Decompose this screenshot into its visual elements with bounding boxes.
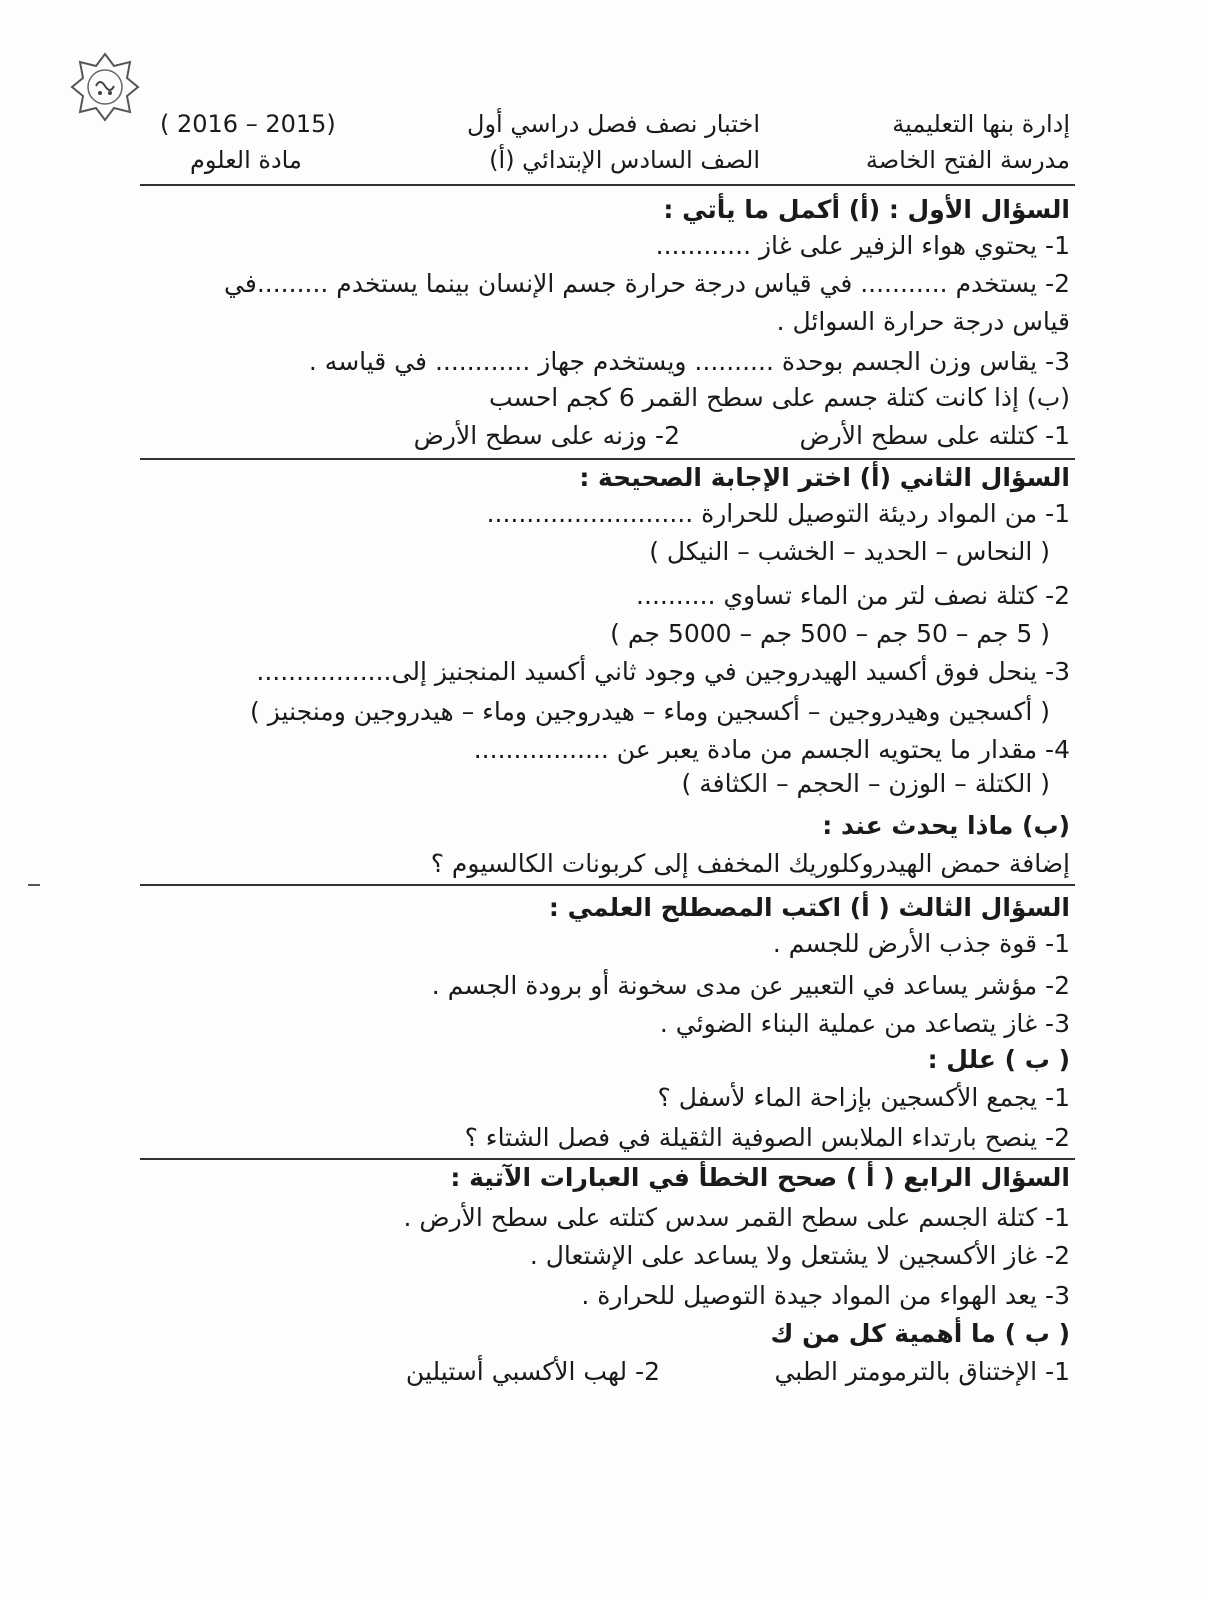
q1-item: 3- يقاس وزن الجسم بوحدة .......... ويستخدم جهاز ............ في قياسه . bbox=[308, 347, 1070, 376]
q4-b-item-2: 2- لهب الأكسبي أستيلين bbox=[405, 1357, 660, 1386]
header-row-1 bbox=[160, 106, 1070, 142]
q4-b-items bbox=[170, 1354, 1070, 1390]
q4-item: 2- غاز الأكسجين لا يشتعل ولا يساعد على الإشتعال . bbox=[529, 1241, 1070, 1270]
q2-options: ( الكتلة – الوزن – الحجم – الكثافة ) bbox=[681, 769, 1050, 798]
exam-title: اختبار نصف فصل دراسي أول bbox=[467, 110, 760, 138]
divider bbox=[140, 184, 1075, 186]
subject-name: مادة العلوم bbox=[190, 146, 302, 174]
q2-options: ( النحاس – الحديد – الخشب – النيكل ) bbox=[649, 537, 1050, 566]
q2-title: السؤال الثاني (أ) اختر الإجابة الصحيحة : bbox=[579, 463, 1070, 492]
q3-title: السؤال الثالث ( أ) اكتب المصطلح العلمي : bbox=[548, 893, 1070, 922]
q2-b-item: إضافة حمض الهيدروكلوريك المخفف إلى كربونات الكالسيوم ؟ bbox=[430, 849, 1070, 878]
administration-name: إدارة بنها التعليمية bbox=[892, 110, 1070, 138]
q4-item: 1- كتلة الجسم على سطح القمر سدس كتلته على سطح الأرض . bbox=[403, 1203, 1070, 1232]
q1-title: السؤال الأول : (أ) أكمل ما يأتي : bbox=[663, 195, 1070, 224]
grade-name: الصف السادس الإبتدائي (أ) bbox=[489, 146, 760, 174]
q3-b-item: 2- ينصح بارتداء الملابس الصوفية الثقيلة في فصل الشتاء ؟ bbox=[464, 1123, 1070, 1152]
divider bbox=[140, 884, 1075, 886]
q2-item: 4- مقدار ما يحتويه الجسم من مادة يعبر عن ................. bbox=[473, 735, 1070, 764]
school-logo bbox=[70, 52, 140, 122]
q3-item: 2- مؤشر يساعد في التعبير عن مدى سخونة أو برودة الجسم . bbox=[431, 971, 1070, 1000]
school-name: مدرسة الفتح الخاصة bbox=[865, 146, 1070, 174]
q2-options: ( أكسجين وهيدروجين – أكسجين وماء – هيدروجين وماء – هيدروجين ومنجنيز ) bbox=[250, 697, 1050, 726]
exam-year: (2015 – 2016 ) bbox=[160, 110, 336, 138]
q2-item: 3- ينحل فوق أكسيد الهيدروجين في وجود ثاني أكسيد المنجنيز إلى................. bbox=[256, 657, 1070, 686]
q4-title: السؤال الرابع ( أ ) صحح الخطأ في العبارات الآتية : bbox=[450, 1163, 1070, 1192]
q1-b-item-2: 2- وزنه على سطح الأرض bbox=[413, 421, 680, 450]
q4-b-title: ( ب ) ما أهمية كل من ك bbox=[770, 1319, 1070, 1348]
q1-b-title: (ب) إذا كانت كتلة جسم على سطح القمر 6 كجم احسب bbox=[488, 383, 1070, 412]
q2-options: ( 5 جم – 50 جم – 500 جم – 5000 جم ) bbox=[610, 619, 1050, 648]
q2-b-title: (ب) ماذا يحدث عند : bbox=[822, 811, 1070, 840]
q1-item: 1- يحتوي هواء الزفير على غاز ............ bbox=[655, 231, 1070, 260]
q2-item: 2- كتلة نصف لتر من الماء تساوي .......... bbox=[636, 581, 1070, 610]
q3-b-item: 1- يجمع الأكسجين بإزاحة الماء لأسفل ؟ bbox=[657, 1083, 1070, 1112]
q1-b-items bbox=[170, 418, 1070, 454]
q3-item: 3- غاز يتصاعد من عملية البناء الضوئي . bbox=[659, 1009, 1070, 1038]
margin-mark bbox=[28, 884, 40, 886]
q2-item: 1- من المواد رديئة التوصيل للحرارة .......................... bbox=[486, 499, 1070, 528]
q1-b-item-1: 1- كتلته على سطح الأرض bbox=[799, 421, 1070, 450]
q3-b-title: ( ب ) علل : bbox=[927, 1045, 1070, 1074]
q4-item: 3- يعد الهواء من المواد جيدة التوصيل للحرارة . bbox=[581, 1281, 1070, 1310]
q1-item: قياس درجة حرارة السوائل . bbox=[776, 307, 1070, 336]
q1-item: 2- يستخدم ........... في قياس درجة حرارة جسم الإنسان بينما يستخدم .........في bbox=[224, 269, 1070, 298]
header-row-2 bbox=[160, 142, 1070, 178]
q3-item: 1- قوة جذب الأرض للجسم . bbox=[772, 929, 1070, 958]
q4-b-item-1: 1- الإختناق بالترمومتر الطبي bbox=[774, 1357, 1070, 1386]
